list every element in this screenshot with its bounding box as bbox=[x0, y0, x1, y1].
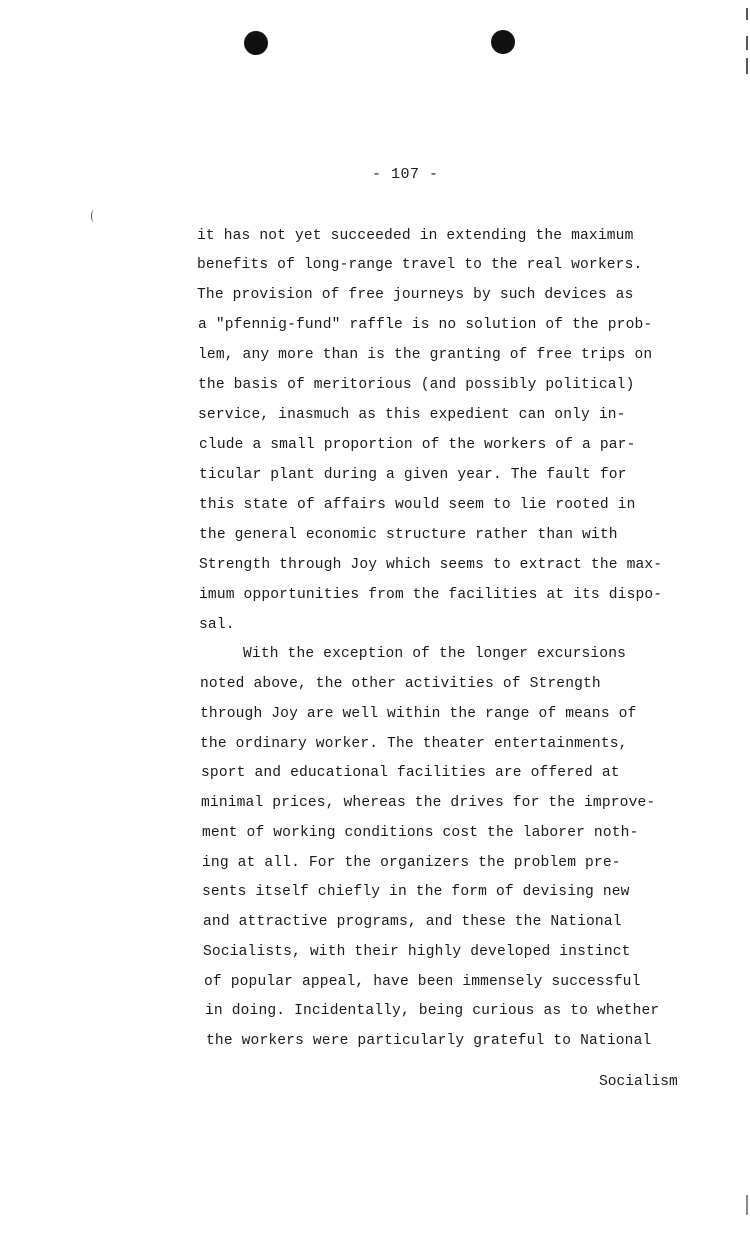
text-line: clude a small proportion of the workers of a par- bbox=[199, 437, 636, 453]
edge-mark bbox=[746, 36, 748, 50]
text-line: sal. bbox=[199, 617, 235, 633]
punch-hole-left bbox=[244, 31, 268, 55]
text-line: benefits of long-range travel to the real workers. bbox=[197, 257, 643, 273]
text-line: imum opportunities from the facilities at its dispo- bbox=[199, 587, 663, 603]
text-line: sents itself chiefly in the form of devising new bbox=[202, 884, 630, 900]
page-number: - 107 - bbox=[372, 166, 439, 183]
punch-hole-right bbox=[491, 30, 515, 54]
catchword: Socialism bbox=[599, 1074, 678, 1090]
text-line: ticular plant during a given year. The fault for bbox=[199, 467, 627, 483]
text-line: the workers were particularly grateful to National bbox=[206, 1033, 652, 1049]
text-line: in doing. Incidentally, being curious as to whether bbox=[205, 1003, 660, 1019]
text-line: it has not yet succeeded in extending the maximum bbox=[197, 228, 634, 244]
text-line: a "pfennig-fund" raffle is no solution of the prob- bbox=[198, 317, 653, 333]
text-line: the basis of meritorious (and possibly political) bbox=[198, 377, 635, 393]
edge-mark bbox=[746, 58, 748, 74]
text-line: With the exception of the longer excursions bbox=[243, 646, 627, 662]
text-line: the ordinary worker. The theater entertainments, bbox=[200, 736, 628, 752]
text-line: minimal prices, whereas the drives for the improve- bbox=[201, 795, 656, 811]
text-line: lem, any more than is the granting of free trips on bbox=[198, 347, 653, 363]
text-line: of popular appeal, have been immensely successful bbox=[204, 974, 641, 990]
edge-mark bbox=[746, 8, 748, 20]
text-line: ment of working conditions cost the laborer noth- bbox=[202, 825, 639, 841]
text-line: sport and educational facilities are offered at bbox=[201, 765, 620, 781]
text-line: this state of affairs would seem to lie rooted in bbox=[199, 497, 636, 513]
text-line: and attractive programs, and these the National bbox=[203, 914, 622, 930]
text-line: Socialists, with their highly developed instinct bbox=[203, 944, 631, 960]
text-line: noted above, the other activities of Strength bbox=[200, 676, 601, 692]
edge-mark bbox=[746, 1195, 748, 1215]
text-line: service, inasmuch as this expedient can only in- bbox=[198, 407, 626, 423]
stray-pen-mark bbox=[91, 210, 96, 222]
text-line: ing at all. For the organizers the problem pre- bbox=[202, 855, 621, 871]
text-line: The provision of free journeys by such devices as bbox=[197, 287, 634, 303]
text-line: Strength through Joy which seems to extract the max- bbox=[199, 557, 663, 573]
text-line: through Joy are well within the range of means of bbox=[200, 706, 637, 722]
text-line: the general economic structure rather than with bbox=[199, 527, 618, 543]
